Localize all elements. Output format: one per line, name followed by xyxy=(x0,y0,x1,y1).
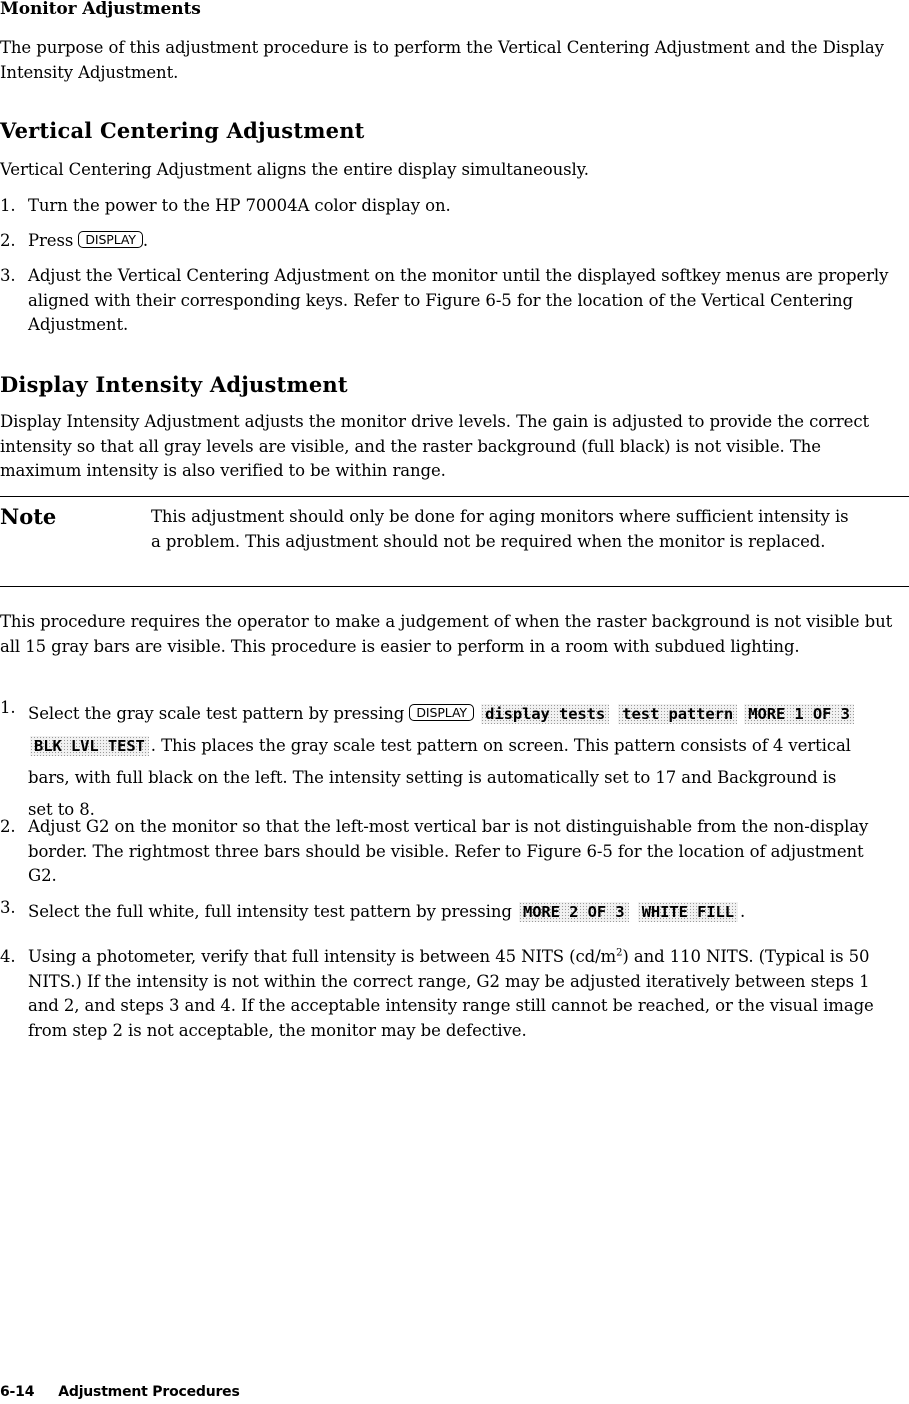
intensity-intro: Display Intensity Adjustment adjusts the monitor drive levels. The gain is adjusted to provide the correct intensity so that all gray levels are visible, and the raster background (full black) is not visible. The maximum intensity is also verified to be within range. xyxy=(0,412,869,480)
step-number: 1. xyxy=(0,196,16,215)
vertical-step-2 xyxy=(0,229,900,254)
intensity-step-2 xyxy=(0,815,900,889)
intro-paragraph: The purpose of this adjustment procedure is to perform the Vertical Centering Adjustment and the Display Intensity Adjustment. xyxy=(0,38,884,82)
step-number: 2. xyxy=(0,231,16,250)
step-text: Select the gray scale test pattern by pressing xyxy=(28,704,405,723)
page-number: 6-14 xyxy=(0,1384,35,1400)
note-text: This adjustment should only be done for aging monitors where sufficient intensity is a problem. This adjustment should not be required when the monitor is replaced. xyxy=(151,507,849,551)
vertical-step-3 xyxy=(0,264,900,338)
display-key[interactable]: DISPLAY xyxy=(78,231,143,248)
step-text: Select the full white, full intensity test pattern by pressing xyxy=(28,902,512,921)
display-intensity-heading: Display Intensity Adjustment xyxy=(0,372,348,397)
chapter-title: Adjustment Procedures xyxy=(58,1384,240,1400)
section-title: Monitor Adjustments xyxy=(0,0,201,19)
intensity-step-3 xyxy=(0,900,900,925)
intensity-step-1 xyxy=(0,698,900,826)
procedure-intro: This procedure requires the operator to make a judgement of when the raster background is not visible but all 15 gray bars are visible. This procedure is easier to perform in a room with subdued lighting. xyxy=(0,612,893,656)
vertical-step-1 xyxy=(0,194,900,219)
display-key[interactable]: DISPLAY xyxy=(409,704,474,721)
note-top-rule xyxy=(0,496,909,497)
note-bottom-rule xyxy=(0,586,909,587)
softkey-white-fill[interactable]: WHITE FILL xyxy=(638,902,738,922)
step-text: Press xyxy=(28,231,79,250)
softkey-blk-lvl-test[interactable]: BLK LVL TEST xyxy=(30,736,149,756)
step-text-rest: ) and 110 NITS. (Typical is 50 NITS.) If the intensity is not within the correct range, G2 may be adjusted iteratively between steps 1 and 2, and steps 3 and 4. If the acceptable intensity range still cannot be reached, or the visual image from step 2 is not acceptable, the monitor may be defective. xyxy=(28,947,874,1040)
step-text-end: . xyxy=(142,231,149,250)
superscript: 2 xyxy=(616,947,623,959)
step-text: Adjust the Vertical Centering Adjustment on the monitor until the displayed softkey menus are properly aligned with their corresponding keys. Refer to Figure 6-5 for the location of the Vertical Centering Adjustment. xyxy=(28,266,889,334)
step-text: Using a photometer, verify that full intensity is between 45 NITS (cd/m xyxy=(28,947,617,966)
step-text-end: . xyxy=(740,902,746,921)
step-number: 3. xyxy=(0,898,16,917)
softkey-test-pattern[interactable]: test pattern xyxy=(618,704,737,724)
step-text-rest: . This places the gray scale test pattern on screen. This pattern consists of 4 vertical bars, with full black on the left. The intensity setting is automatically set to 17 and Background is set to 8. xyxy=(28,736,851,819)
softkey-more-1-of-3[interactable]: MORE 1 OF 3 xyxy=(744,704,854,724)
softkey-display-tests[interactable]: display tests xyxy=(481,704,609,724)
intensity-step-4 xyxy=(0,945,900,1043)
page-footer xyxy=(0,1384,264,1400)
vertical-intro: Vertical Centering Adjustment aligns the entire display simultaneously. xyxy=(0,160,589,179)
softkey-more-2-of-3[interactable]: MORE 2 OF 3 xyxy=(519,902,629,922)
step-number: 2. xyxy=(0,817,16,836)
step-number: 4. xyxy=(0,947,16,966)
vertical-centering-heading: Vertical Centering Adjustment xyxy=(0,118,365,143)
step-number: 3. xyxy=(0,266,16,285)
step-text: Adjust G2 on the monitor so that the left-most vertical bar is not distinguishable from the non-display border. The rightmost three bars should be visible. Refer to Figure 6-5 for the location of adjustment G2. xyxy=(28,817,869,885)
step-number: 1. xyxy=(0,698,16,717)
step-text: Turn the power to the HP 70004A color display on. xyxy=(28,196,451,215)
note-label: Note xyxy=(0,504,57,529)
